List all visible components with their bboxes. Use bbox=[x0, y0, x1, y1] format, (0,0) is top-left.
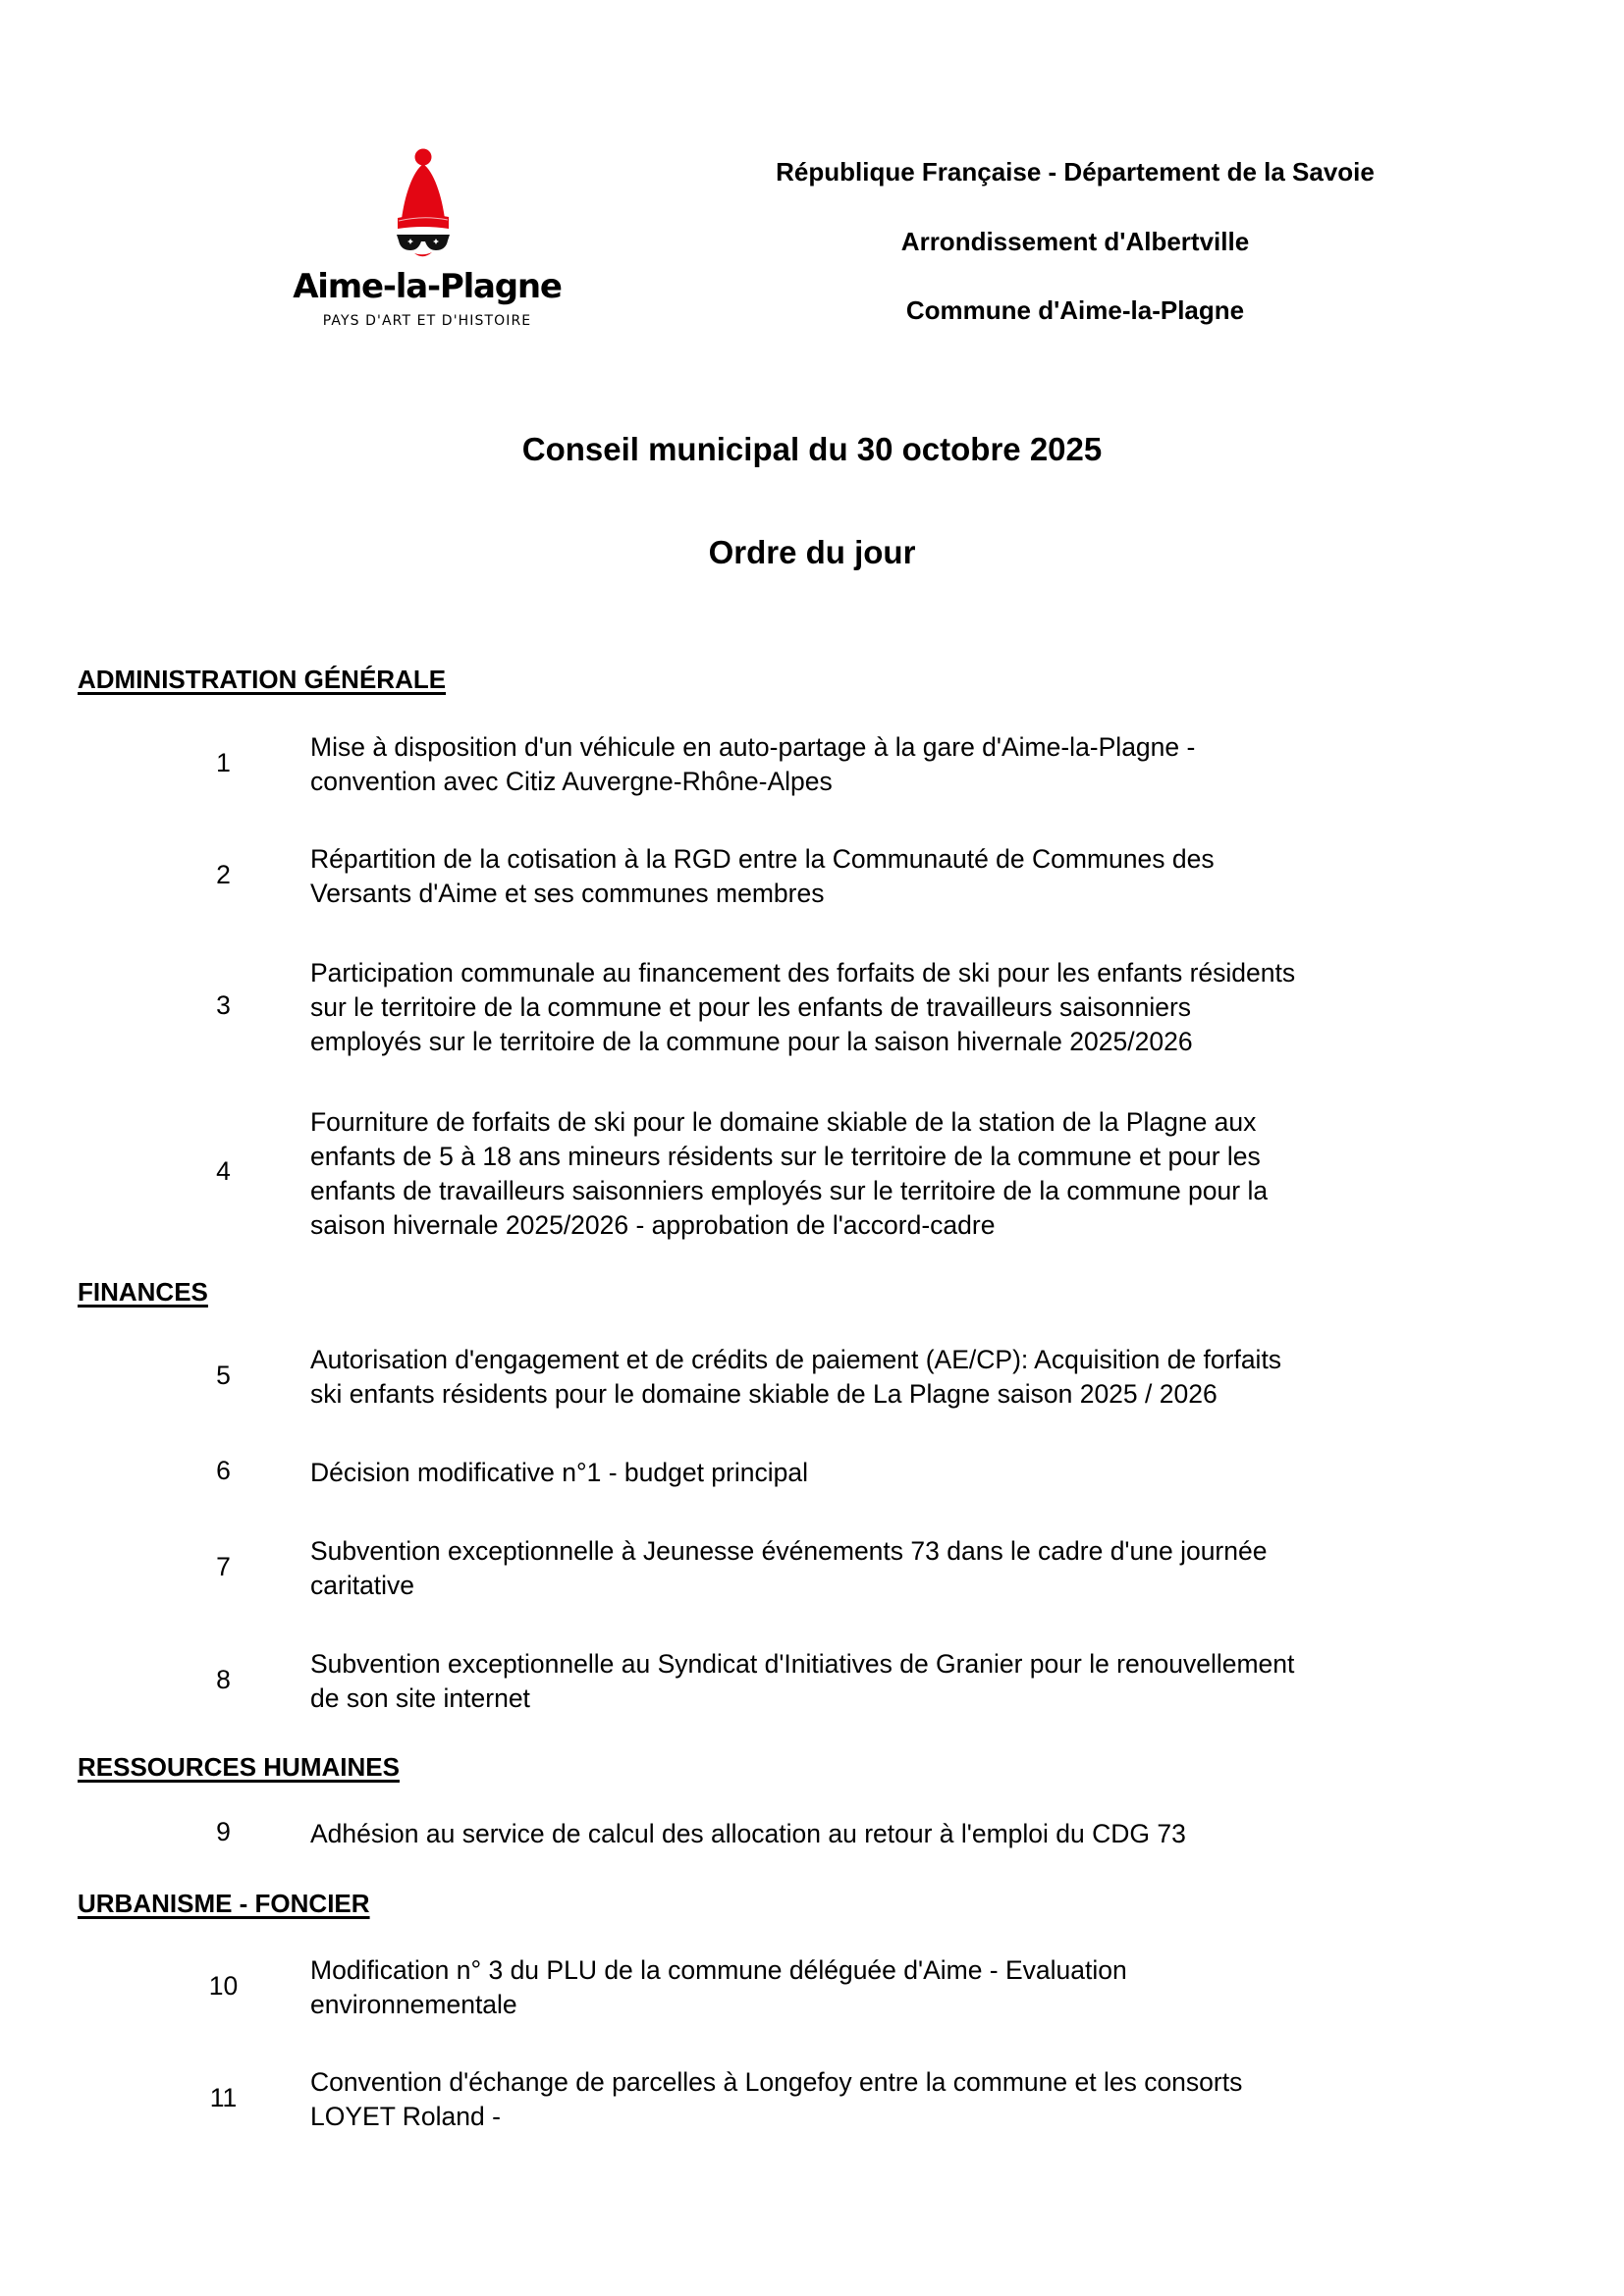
header-commune: Commune d'Aime-la-Plagne bbox=[905, 295, 1245, 325]
section-heading: FINANCES bbox=[78, 1277, 208, 1307]
item-text: Subvention exceptionnelle au Syndicat d'Initiatives de Granier pour le renouvellement de son site internet bbox=[310, 1649, 1295, 1713]
item-number: 9 bbox=[216, 1817, 231, 1846]
item-number: 2 bbox=[216, 860, 231, 889]
item-text: Subvention exceptionnelle à Jeunesse événements 73 dans le cadre d'une journée caritative bbox=[310, 1536, 1268, 1600]
item-text: Mise à disposition d'un véhicule en auto-partage à la gare d'Aime-la-Plagne - convention avec Citiz Auvergne-Rhône-Alpes bbox=[310, 732, 1196, 796]
item-number: 7 bbox=[216, 1552, 231, 1581]
header-republic-department: République Française - Département de la Savoie bbox=[776, 157, 1375, 187]
item-number: 3 bbox=[216, 990, 231, 1020]
item-text: Répartition de la cotisation à la RGD entre la Communauté de Communes des Versants d'Aime et ses communes membres bbox=[310, 844, 1215, 908]
item-text: Autorisation d'engagement et de crédits de paiement (AE/CP): Acquisition de forfaits ski enfants résidents pour le domaine skiable de La Plagne saison 2025 / 2026 bbox=[310, 1345, 1282, 1409]
page-subtitle: Ordre du jour bbox=[708, 534, 916, 570]
item-text: Adhésion au service de calcul des allocation au retour à l'emploi du CDG 73 bbox=[310, 1819, 1186, 1848]
page-title: Conseil municipal du 30 octobre 2025 bbox=[521, 431, 1103, 467]
section-heading: ADMINISTRATION GÉNÉRALE bbox=[78, 665, 447, 694]
red-beanie-sunglasses-mascot-icon bbox=[385, 142, 469, 262]
header-arrondissement: Arrondissement d'Albertville bbox=[900, 227, 1250, 256]
item-text: Modification n° 3 du PLU de la commune déléguée d'Aime - Evaluation environnementale bbox=[310, 1955, 1127, 2019]
logo-tagline: PAYS D'ART ET D'HISTOIRE bbox=[322, 313, 532, 329]
item-number: 4 bbox=[216, 1156, 231, 1186]
item-text: Fourniture de forfaits de ski pour le domaine skiable de la station de la Plagne aux enfants de 5 à 18 ans mineurs résidents sur le territoire de la commune et pour les enfants de travailleurs saisonniers employés sur le territoire de la commune pour la saison hivernale 2025/2026 - approbation de l'accord-cadre bbox=[310, 1107, 1269, 1240]
item-number: 6 bbox=[216, 1456, 231, 1485]
commune-logo bbox=[275, 142, 579, 339]
section-heading: RESSOURCES HUMAINES bbox=[78, 1752, 400, 1782]
item-number: 1 bbox=[216, 748, 231, 777]
section-heading: URBANISME - FONCIER bbox=[78, 1889, 370, 1918]
item-text: Convention d'échange de parcelles à Longefoy entre la commune et les consorts LOYET Roland - bbox=[310, 2067, 1243, 2131]
item-text: Décision modificative n°1 - budget principal bbox=[310, 1458, 808, 1487]
item-number: 5 bbox=[216, 1361, 231, 1390]
item-number: 8 bbox=[216, 1665, 231, 1694]
item-number: 10 bbox=[208, 1971, 239, 2001]
item-number: 11 bbox=[209, 2083, 238, 2112]
item-text: Participation communale au financement des forfaits de ski pour les enfants résidents sur le territoire de la commune et pour les enfants de travailleurs saisonniers employés sur le territoire de la commune pour la saison hivernale 2025/2026 bbox=[310, 958, 1296, 1056]
logo-wordmark: Aime-la-Plagne bbox=[293, 267, 562, 306]
